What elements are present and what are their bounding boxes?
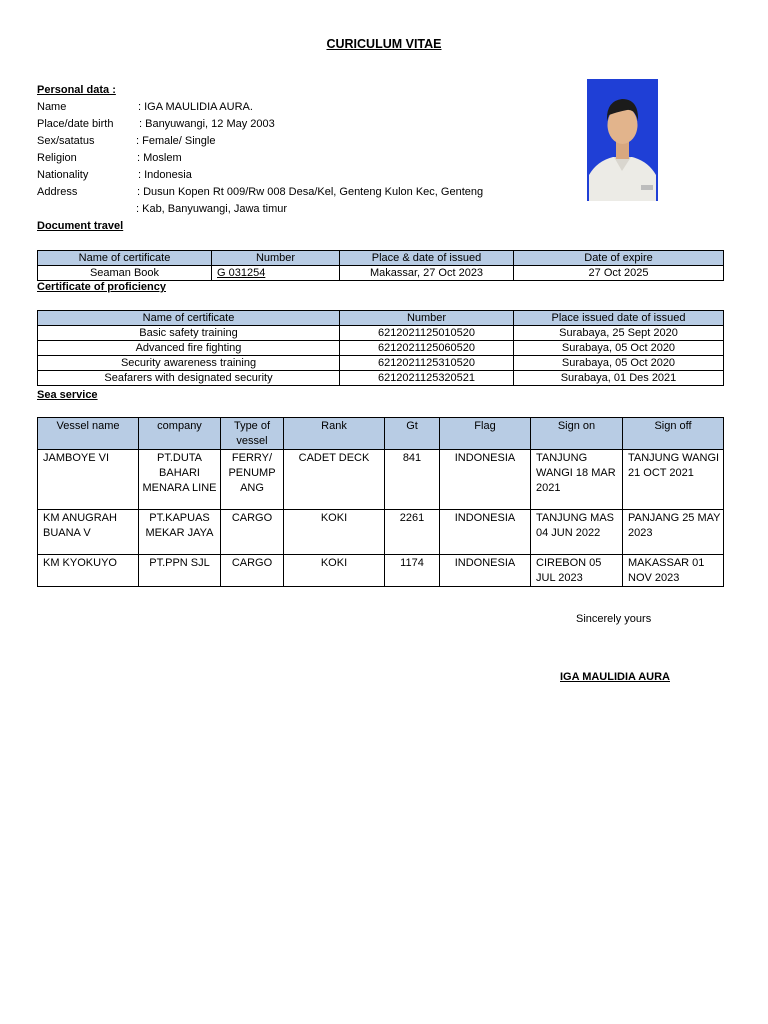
cell: Basic safety training xyxy=(38,326,340,341)
col-header: Sign off xyxy=(623,418,724,450)
cell: 2261 xyxy=(385,510,440,555)
cell: PT.KAPUAS MEKAR JAYA xyxy=(139,510,221,555)
table-row xyxy=(38,326,724,341)
cell: TANJUNG WANGI 21 OCT 2021 xyxy=(623,450,724,510)
col-header: Gt xyxy=(385,418,440,450)
portrait-photo xyxy=(587,79,658,201)
seaman-book-number: G 031254 xyxy=(212,266,340,281)
name-value: : IGA MAULIDIA AURA. xyxy=(138,101,253,113)
cell: Seafarers with designated security xyxy=(38,371,340,386)
birth-label: Place/date birth xyxy=(37,118,114,130)
cell: 1174 xyxy=(385,555,440,587)
cell: CARGO xyxy=(221,555,284,587)
address-value: : Dusun Kopen Rt 009/Rw 008 Desa/Kel, Genteng Kulon Kec, Genteng xyxy=(137,186,484,198)
table-row xyxy=(38,266,724,281)
cell: 841 xyxy=(385,450,440,510)
sea-service-heading: Sea service xyxy=(37,389,98,401)
cell: INDONESIA xyxy=(440,510,531,555)
col-header: Sign on xyxy=(531,418,623,450)
cell: KM KYOKUYO xyxy=(38,555,139,587)
proficiency-table xyxy=(37,310,724,386)
cell: TANJUNG WANGI 18 MAR 2021 xyxy=(531,450,623,510)
document-travel-heading: Document travel xyxy=(37,220,124,232)
religion-label: Religion xyxy=(37,152,77,164)
sex-status-label: Sex/satatus xyxy=(37,135,95,147)
cell: KM ANUGRAH BUANA V xyxy=(38,510,139,555)
col-header: Flag xyxy=(440,418,531,450)
cell: 6212021125010520 xyxy=(340,326,514,341)
cell: CADET DECK xyxy=(284,450,385,510)
col-header: Place issued date of issued xyxy=(514,311,724,326)
cell: Makassar, 27 Oct 2023 xyxy=(340,266,514,281)
table-row xyxy=(38,341,724,356)
proficiency-heading: Certificate of proficiency xyxy=(37,281,166,293)
cell: Surabaya, 05 Oct 2020 xyxy=(514,356,724,371)
col-header: company xyxy=(139,418,221,450)
cell: Surabaya, 25 Sept 2020 xyxy=(514,326,724,341)
cell: PT.PPN SJL xyxy=(139,555,221,587)
cell: TANJUNG MAS 04 JUN 2022 xyxy=(531,510,623,555)
religion-value: : Moslem xyxy=(137,152,182,164)
cell: INDONESIA xyxy=(440,450,531,510)
col-header: Name of certificate xyxy=(38,251,212,266)
table-row xyxy=(38,555,724,587)
cell: 6212021125320521 xyxy=(340,371,514,386)
cell: PT.DUTA BAHARI MENARA LINE xyxy=(139,450,221,510)
cell: FERRY/ PENUMP ANG xyxy=(221,450,284,510)
cell: INDONESIA xyxy=(440,555,531,587)
cell: 27 Oct 2025 xyxy=(514,266,724,281)
col-header: Date of expire xyxy=(514,251,724,266)
cell: MAKASSAR 01 NOV 2023 xyxy=(623,555,724,587)
col-header: Name of certificate xyxy=(38,311,340,326)
cell: Seaman Book xyxy=(38,266,212,281)
cell: Advanced fire fighting xyxy=(38,341,340,356)
nationality-label: Nationality xyxy=(37,169,89,181)
address-label: Address xyxy=(37,186,78,198)
table-header-row xyxy=(38,418,724,450)
table-row xyxy=(38,450,724,510)
cell: KOKI xyxy=(284,510,385,555)
col-header: Number xyxy=(340,311,514,326)
table-header-row xyxy=(38,251,724,266)
birth-value: : Banyuwangi, 12 May 2003 xyxy=(139,118,275,130)
cell: JAMBOYE VI xyxy=(38,450,139,510)
cell: 6212021125310520 xyxy=(340,356,514,371)
col-header: Number xyxy=(212,251,340,266)
page-title: CURICULUM VITAE xyxy=(326,37,442,51)
nationality-value: : Indonesia xyxy=(138,169,192,181)
name-label: Name xyxy=(37,101,67,113)
cell: CIREBON 05 JUL 2023 xyxy=(531,555,623,587)
cell: CARGO xyxy=(221,510,284,555)
sea-service-table xyxy=(37,417,724,587)
sex-status-value: : Female/ Single xyxy=(136,135,216,147)
col-header: Type of vessel xyxy=(221,418,284,450)
table-row xyxy=(38,356,724,371)
cell: Security awareness training xyxy=(38,356,340,371)
closing-text: Sincerely yours xyxy=(576,613,652,625)
cell: Surabaya, 05 Oct 2020 xyxy=(514,341,724,356)
document-travel-table xyxy=(37,250,724,281)
signature-name: IGA MAULIDIA AURA xyxy=(560,671,670,683)
col-header: Vessel name xyxy=(38,418,139,450)
personal-data-heading: Personal data : xyxy=(37,84,116,96)
cell: PANJANG 25 MAY 2023 xyxy=(623,510,724,555)
table-row xyxy=(38,371,724,386)
cell: KOKI xyxy=(284,555,385,587)
col-header: Place & date of issued xyxy=(340,251,514,266)
col-header: Rank xyxy=(284,418,385,450)
table-row xyxy=(38,510,724,555)
table-header-row xyxy=(38,311,724,326)
cell: Surabaya, 01 Des 2021 xyxy=(514,371,724,386)
cell: 6212021125060520 xyxy=(340,341,514,356)
address-continued: : Kab, Banyuwangi, Jawa timur xyxy=(136,203,288,215)
